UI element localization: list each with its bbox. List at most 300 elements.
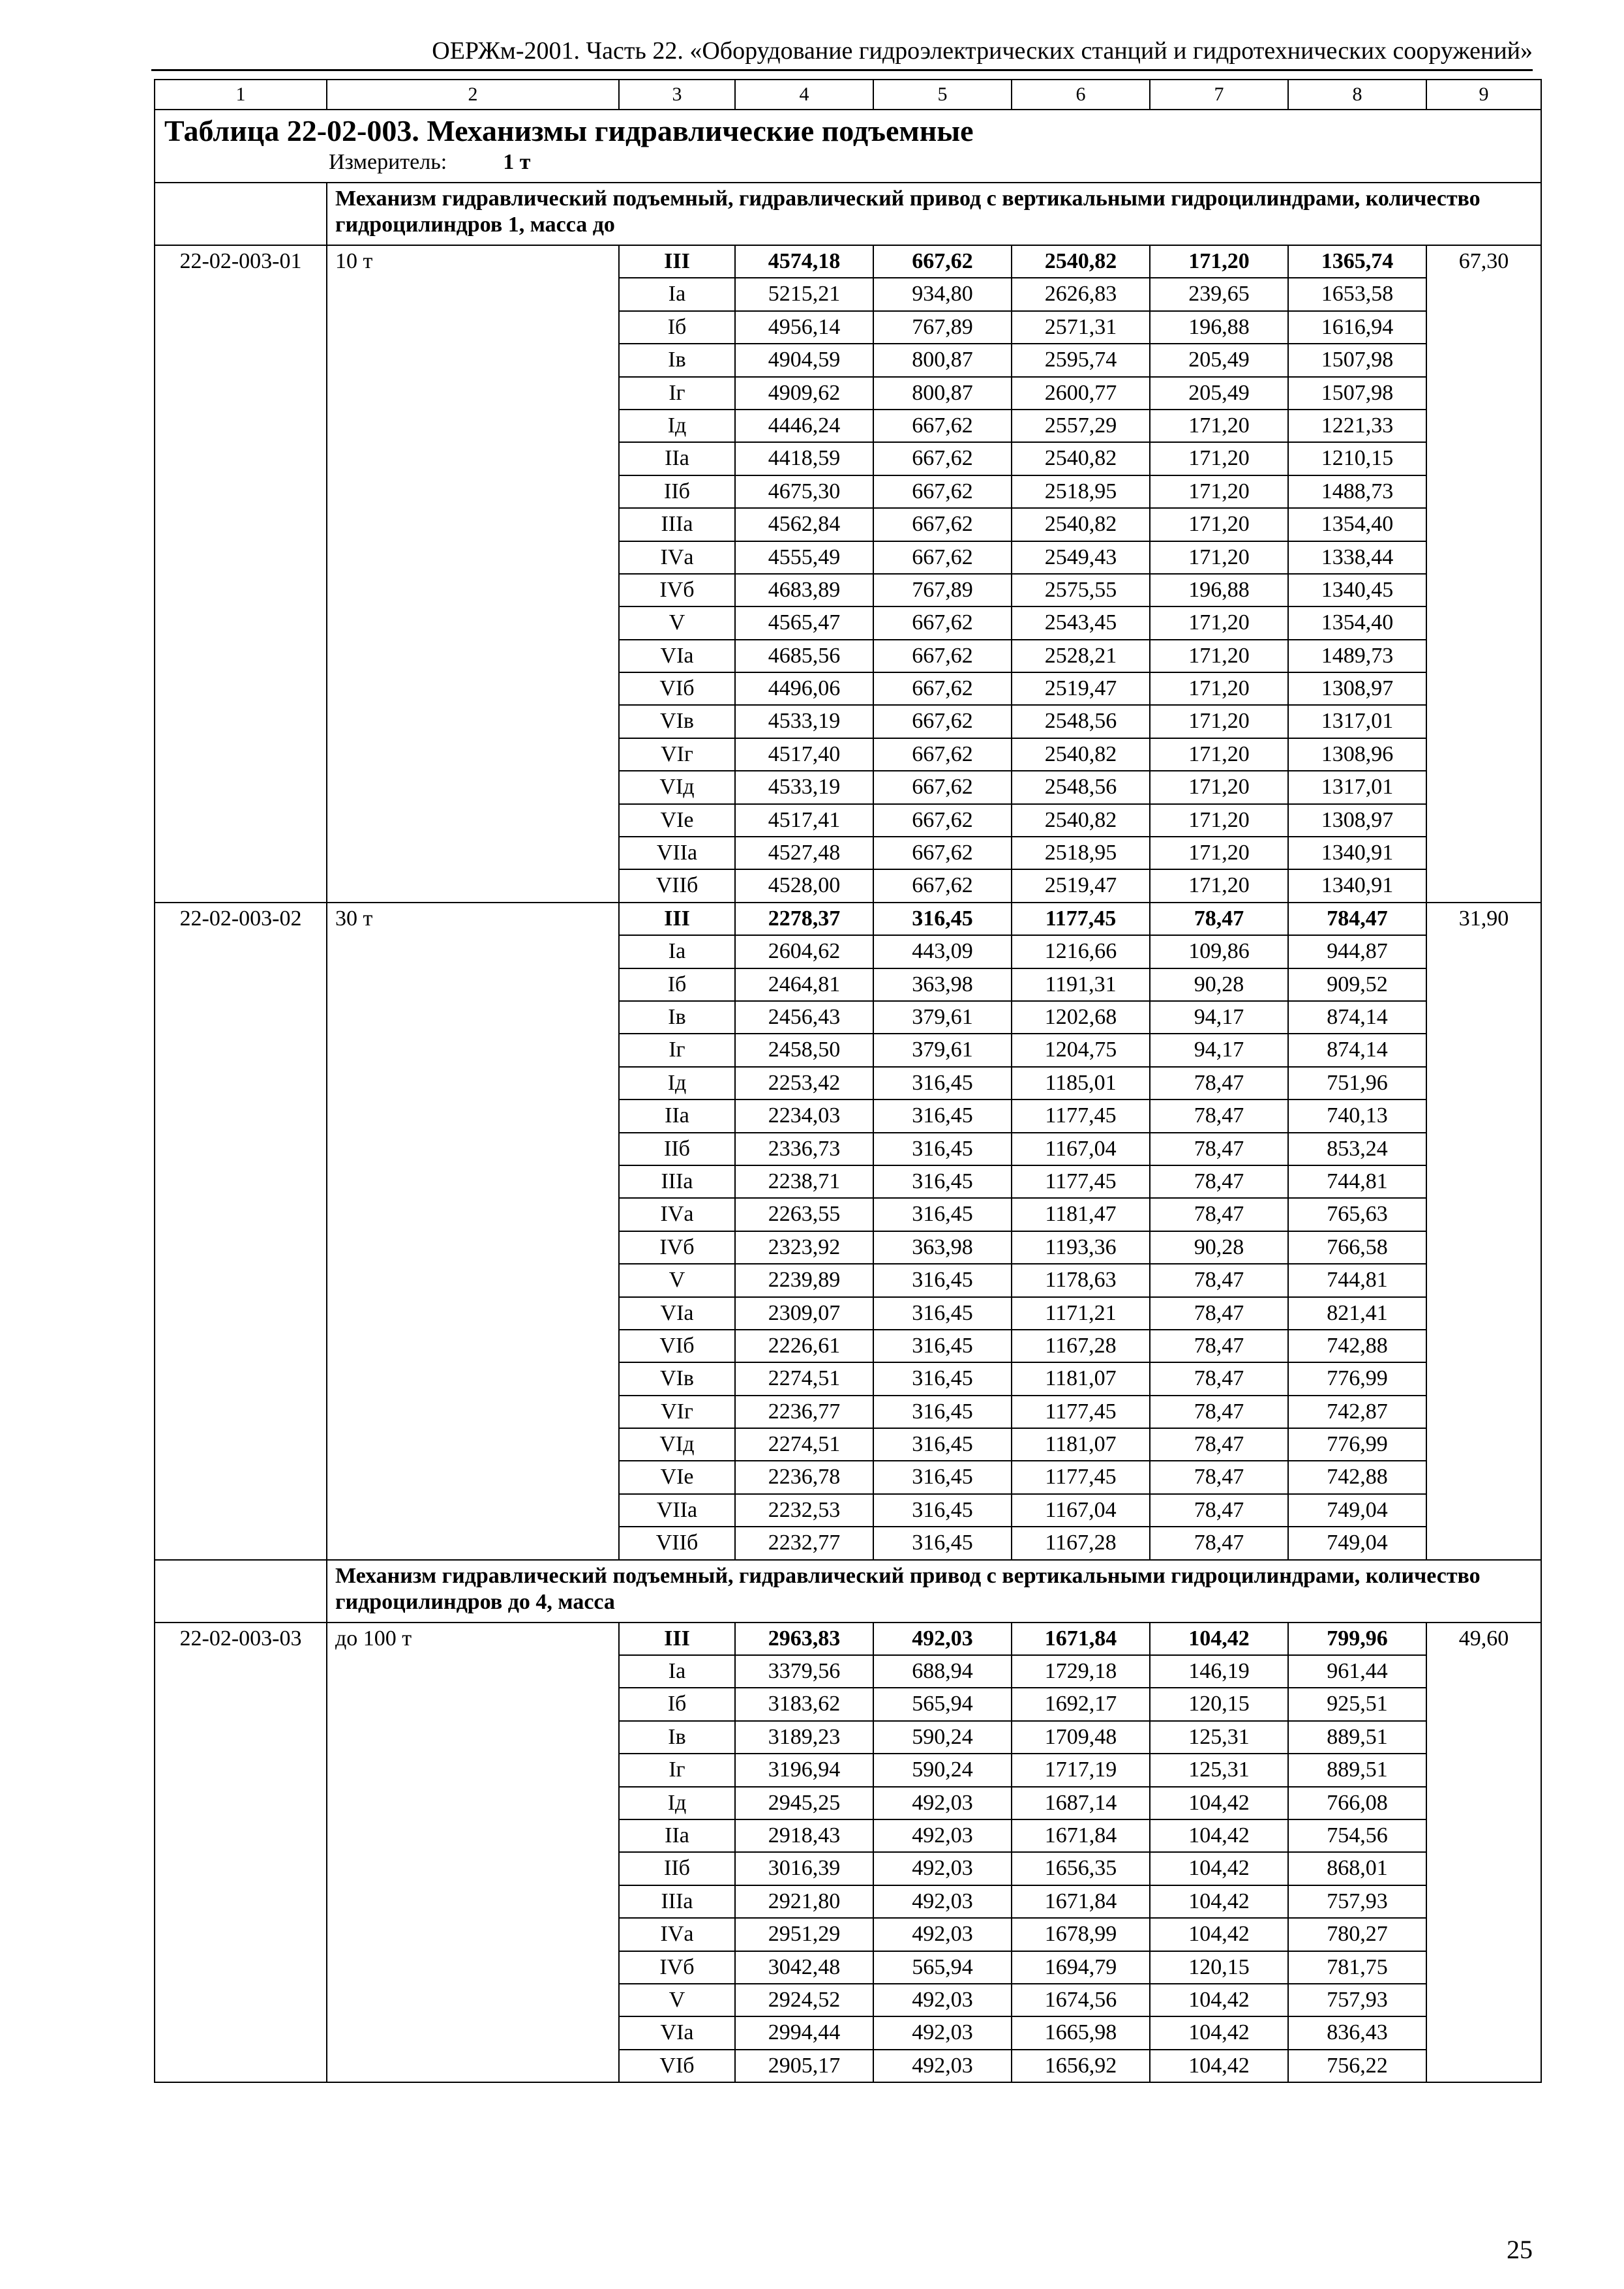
materials-cost: 742,88: [1288, 1461, 1426, 1493]
machine-operation: 1181,47: [1012, 1198, 1150, 1231]
materials-cost: 1365,74: [1288, 245, 1426, 278]
labor-wages: 492,03: [873, 1984, 1012, 2016]
machinist-wages: 171,20: [1150, 640, 1288, 672]
machinist-wages: 90,28: [1150, 968, 1288, 1001]
price-zone: Iб: [619, 311, 735, 344]
price-zone: IVб: [619, 1231, 735, 1264]
machinist-wages: 104,42: [1150, 1852, 1288, 1885]
machinist-wages: 120,15: [1150, 1951, 1288, 1984]
machinist-wages: 171,20: [1150, 837, 1288, 869]
price-zone: III: [619, 903, 735, 935]
price-zone: III: [619, 245, 735, 278]
machine-operation: 2548,56: [1012, 705, 1150, 738]
price-zone: VIа: [619, 640, 735, 672]
machine-operation: 2626,83: [1012, 278, 1150, 310]
price-zone: VIа: [619, 1297, 735, 1330]
machine-operation: 1181,07: [1012, 1362, 1150, 1395]
price-zone: VIг: [619, 1396, 735, 1428]
total-cost: 2456,43: [735, 1001, 873, 1034]
materials-cost: 1340,91: [1288, 837, 1426, 869]
materials-cost: 780,27: [1288, 1918, 1426, 1951]
item-code: 22-02-003-02: [155, 903, 327, 1560]
materials-cost: 1340,91: [1288, 869, 1426, 902]
materials-cost: 1317,01: [1288, 705, 1426, 738]
labor-wages: 667,62: [873, 606, 1012, 639]
labor-wages: 363,98: [873, 968, 1012, 1001]
total-cost: 5215,21: [735, 278, 873, 310]
total-cost: 4517,41: [735, 804, 873, 837]
price-zone: VIе: [619, 804, 735, 837]
labor-wages: 316,45: [873, 1100, 1012, 1132]
materials-cost: 776,99: [1288, 1362, 1426, 1395]
item-name: до 100 т: [327, 1623, 619, 2082]
item-name: 30 т: [327, 903, 619, 1560]
total-cost: 2458,50: [735, 1034, 873, 1066]
price-zone: IIIа: [619, 508, 735, 541]
price-zone: Iг: [619, 1754, 735, 1786]
machinist-wages: 78,47: [1150, 1362, 1288, 1395]
machine-operation: 2540,82: [1012, 442, 1150, 475]
machinist-wages: 205,49: [1150, 377, 1288, 410]
total-cost: 4565,47: [735, 606, 873, 639]
machine-operation: 1185,01: [1012, 1067, 1150, 1100]
machinist-wages: 146,19: [1150, 1655, 1288, 1688]
labor-wages: 316,45: [873, 1330, 1012, 1362]
total-cost: 2236,77: [735, 1396, 873, 1428]
materials-cost: 799,96: [1288, 1623, 1426, 1655]
materials-cost: 754,56: [1288, 1819, 1426, 1852]
total-cost: 4527,48: [735, 837, 873, 869]
machine-operation: 1692,17: [1012, 1688, 1150, 1720]
price-table: [154, 79, 1542, 2083]
total-cost: 4446,24: [735, 410, 873, 442]
machinist-wages: 205,49: [1150, 344, 1288, 376]
price-zone: VIIа: [619, 837, 735, 869]
total-cost: 3379,56: [735, 1655, 873, 1688]
total-cost: 2253,42: [735, 1067, 873, 1100]
total-cost: 2232,53: [735, 1494, 873, 1527]
price-zone: VIIб: [619, 1527, 735, 1559]
price-zone: V: [619, 1984, 735, 2016]
total-cost: 2994,44: [735, 2016, 873, 2049]
price-zone: IVа: [619, 1198, 735, 1231]
group-header-row: [155, 1560, 1541, 1623]
labor-wages: 800,87: [873, 377, 1012, 410]
total-cost: 4533,19: [735, 771, 873, 803]
price-zone: Iг: [619, 1034, 735, 1066]
column-number: 7: [1150, 80, 1288, 110]
materials-cost: 749,04: [1288, 1527, 1426, 1559]
machine-operation: 1671,84: [1012, 1819, 1150, 1852]
labor-wages: 379,61: [873, 1001, 1012, 1034]
labor-wages: 590,24: [873, 1754, 1012, 1786]
total-cost: 2905,17: [735, 2050, 873, 2082]
table-row: [155, 903, 1541, 935]
total-cost: 2604,62: [735, 935, 873, 968]
machinist-wages: 78,47: [1150, 1100, 1288, 1132]
total-cost: 3016,39: [735, 1852, 873, 1885]
machinist-wages: 78,47: [1150, 1297, 1288, 1330]
total-cost: 2236,78: [735, 1461, 873, 1493]
materials-cost: 925,51: [1288, 1688, 1426, 1720]
price-zone: IIб: [619, 1852, 735, 1885]
total-cost: 2238,71: [735, 1165, 873, 1198]
total-cost: 3042,48: [735, 1951, 873, 1984]
table-body: [155, 80, 1541, 2082]
machine-operation: 1177,45: [1012, 903, 1150, 935]
machine-operation: 1665,98: [1012, 2016, 1150, 2049]
group-title: Механизм гидравлический подъемный, гидравлический привод с вертикальными гидроцилиндрами, количество гидроцилиндров до 4, масса: [335, 1563, 1481, 1614]
materials-cost: 766,08: [1288, 1787, 1426, 1819]
machinist-wages: 125,31: [1150, 1754, 1288, 1786]
machinist-wages: 171,20: [1150, 672, 1288, 705]
labor-wages: 443,09: [873, 935, 1012, 968]
machinist-wages: 239,65: [1150, 278, 1288, 310]
machinist-wages: 104,42: [1150, 2050, 1288, 2082]
column-number: 4: [735, 80, 873, 110]
machinist-wages: 171,20: [1150, 475, 1288, 508]
labor-wages: 667,62: [873, 508, 1012, 541]
machine-operation: 1202,68: [1012, 1001, 1150, 1034]
machine-operation: 2519,47: [1012, 672, 1150, 705]
materials-cost: 836,43: [1288, 2016, 1426, 2049]
table-row: [155, 245, 1541, 278]
total-cost: 2918,43: [735, 1819, 873, 1852]
machine-operation: 1729,18: [1012, 1655, 1150, 1688]
price-zone: Iв: [619, 344, 735, 376]
price-zone: IIб: [619, 1133, 735, 1165]
price-zone: Iд: [619, 1067, 735, 1100]
materials-cost: 1308,97: [1288, 672, 1426, 705]
machine-operation: 2540,82: [1012, 245, 1150, 278]
machine-operation: 1656,35: [1012, 1852, 1150, 1885]
machine-operation: 2571,31: [1012, 311, 1150, 344]
total-cost: 4517,40: [735, 738, 873, 771]
labor-wages: 316,45: [873, 903, 1012, 935]
table-title-row: [155, 110, 1541, 183]
labor-wages: 565,94: [873, 1688, 1012, 1720]
price-zone: IVа: [619, 541, 735, 574]
column-number: 6: [1012, 80, 1150, 110]
total-cost: 3196,94: [735, 1754, 873, 1786]
machinist-wages: 171,20: [1150, 606, 1288, 639]
table-title-cell: [155, 110, 1541, 183]
price-zone: Iб: [619, 968, 735, 1001]
column-number: 5: [873, 80, 1012, 110]
labor-wages: 492,03: [873, 1819, 1012, 1852]
group-header-cell: [327, 183, 1541, 245]
labor-wages: 800,87: [873, 344, 1012, 376]
labor-wages: 316,45: [873, 1527, 1012, 1559]
labor-wages: 667,62: [873, 771, 1012, 803]
materials-cost: 1354,40: [1288, 606, 1426, 639]
labor-wages: 492,03: [873, 1885, 1012, 1918]
total-cost: 2336,73: [735, 1133, 873, 1165]
materials-cost: 1354,40: [1288, 508, 1426, 541]
price-zone: IVб: [619, 1951, 735, 1984]
machine-operation: 1674,56: [1012, 1984, 1150, 2016]
materials-cost: 742,87: [1288, 1396, 1426, 1428]
machine-operation: 1216,66: [1012, 935, 1150, 968]
labor-wages: 492,03: [873, 1623, 1012, 1655]
machinist-wages: 94,17: [1150, 1001, 1288, 1034]
machine-operation: 1671,84: [1012, 1885, 1150, 1918]
labor-wages: 316,45: [873, 1461, 1012, 1493]
machine-operation: 2548,56: [1012, 771, 1150, 803]
table-row: [155, 1623, 1541, 1655]
materials-cost: 1507,98: [1288, 377, 1426, 410]
machinist-wages: 171,20: [1150, 541, 1288, 574]
labor-wages: 379,61: [873, 1034, 1012, 1066]
machinist-wages: 171,20: [1150, 442, 1288, 475]
total-cost: 4528,00: [735, 869, 873, 902]
machinist-wages: 78,47: [1150, 1461, 1288, 1493]
materials-cost: 944,87: [1288, 935, 1426, 968]
page-number: 25: [1507, 2235, 1533, 2264]
total-cost: 4562,84: [735, 508, 873, 541]
machinist-wages: 171,20: [1150, 869, 1288, 902]
machinist-wages: 109,86: [1150, 935, 1288, 968]
total-cost: 4909,62: [735, 377, 873, 410]
total-cost: 2232,77: [735, 1527, 873, 1559]
labor-wages: 316,45: [873, 1396, 1012, 1428]
labor-wages: 316,45: [873, 1362, 1012, 1395]
item-name: 10 т: [327, 245, 619, 903]
machine-operation: 2540,82: [1012, 508, 1150, 541]
price-zone: VIа: [619, 2016, 735, 2049]
labor-wages: 767,89: [873, 311, 1012, 344]
group-title: Механизм гидравлический подъемный, гидравлический привод с вертикальными гидроцилиндрами, количество гидроцилиндров 1, масса до: [335, 187, 1481, 237]
machinist-wages: 171,20: [1150, 410, 1288, 442]
machinist-wages: 78,47: [1150, 1396, 1288, 1428]
column-number: 1: [155, 80, 327, 110]
total-cost: 4956,14: [735, 311, 873, 344]
machinist-wages: 104,42: [1150, 2016, 1288, 2049]
materials-cost: 868,01: [1288, 1852, 1426, 1885]
measure-label: Измеритель:: [329, 150, 447, 174]
machine-operation: 1191,31: [1012, 968, 1150, 1001]
labor-wages: 492,03: [873, 1787, 1012, 1819]
machine-operation: 1167,04: [1012, 1494, 1150, 1527]
materials-cost: 756,22: [1288, 2050, 1426, 2082]
total-cost: 2226,61: [735, 1330, 873, 1362]
total-cost: 2234,03: [735, 1100, 873, 1132]
labor-wages: 363,98: [873, 1231, 1012, 1264]
labor-wages: 492,03: [873, 2016, 1012, 2049]
machine-operation: 1178,63: [1012, 1264, 1150, 1296]
total-cost: 2924,52: [735, 1984, 873, 2016]
total-cost: 2309,07: [735, 1297, 873, 1330]
total-cost: 2278,37: [735, 903, 873, 935]
materials-cost: 1308,97: [1288, 804, 1426, 837]
machine-operation: 1678,99: [1012, 1918, 1150, 1951]
materials-cost: 853,24: [1288, 1133, 1426, 1165]
total-cost: 4685,56: [735, 640, 873, 672]
machine-operation: 1671,84: [1012, 1623, 1150, 1655]
labor-wages: 316,45: [873, 1067, 1012, 1100]
labor-wages: 688,94: [873, 1655, 1012, 1688]
price-zone: IIIа: [619, 1165, 735, 1198]
machinist-wages: 171,20: [1150, 738, 1288, 771]
price-zone: IVб: [619, 574, 735, 606]
machinist-wages: 78,47: [1150, 1264, 1288, 1296]
price-zone: Iв: [619, 1001, 735, 1034]
machine-operation: 1687,14: [1012, 1787, 1150, 1819]
machinist-wages: 171,20: [1150, 771, 1288, 803]
machinist-wages: 78,47: [1150, 903, 1288, 935]
total-cost: 4675,30: [735, 475, 873, 508]
materials-cost: 1221,33: [1288, 410, 1426, 442]
price-zone: III: [619, 1623, 735, 1655]
machine-operation: 2549,43: [1012, 541, 1150, 574]
machine-operation: 2518,95: [1012, 837, 1150, 869]
price-zone: Iв: [619, 1721, 735, 1754]
machinist-wages: 78,47: [1150, 1494, 1288, 1527]
total-cost: 2239,89: [735, 1264, 873, 1296]
machinist-wages: 94,17: [1150, 1034, 1288, 1066]
measure-line: [164, 149, 1531, 175]
price-zone: VIд: [619, 771, 735, 803]
materials-cost: 751,96: [1288, 1067, 1426, 1100]
total-cost: 2323,92: [735, 1231, 873, 1264]
total-cost: 3189,23: [735, 1721, 873, 1754]
machine-operation: 1177,45: [1012, 1100, 1150, 1132]
measure-value: 1 т: [503, 150, 531, 174]
labor-wages: 492,03: [873, 2050, 1012, 2082]
materials-cost: 776,99: [1288, 1428, 1426, 1461]
total-cost: 4533,19: [735, 705, 873, 738]
column-number: 9: [1426, 80, 1541, 110]
price-zone: Iа: [619, 278, 735, 310]
materials-cost: 757,93: [1288, 1885, 1426, 1918]
column-number: 3: [619, 80, 735, 110]
labor-wages: 316,45: [873, 1428, 1012, 1461]
machinist-wages: 104,42: [1150, 1819, 1288, 1852]
labor-wages: 667,62: [873, 245, 1012, 278]
machinist-wages: 196,88: [1150, 311, 1288, 344]
machine-operation: 1177,45: [1012, 1165, 1150, 1198]
labor-wages: 316,45: [873, 1165, 1012, 1198]
machinist-wages: 104,42: [1150, 1885, 1288, 1918]
total-cost: 4683,89: [735, 574, 873, 606]
labor-wages: 316,45: [873, 1297, 1012, 1330]
price-zone: IIб: [619, 475, 735, 508]
group-header-spacer: [155, 183, 327, 245]
group-header-cell: [327, 1560, 1541, 1623]
machine-operation: 2519,47: [1012, 869, 1150, 902]
price-zone: Iб: [619, 1688, 735, 1720]
total-cost: 4904,59: [735, 344, 873, 376]
labor-wages: 316,45: [873, 1264, 1012, 1296]
materials-cost: 1308,96: [1288, 738, 1426, 771]
materials-cost: 1317,01: [1288, 771, 1426, 803]
price-zone: V: [619, 606, 735, 639]
labor-hours: 49,60: [1426, 1623, 1541, 2082]
price-zone: VIв: [619, 705, 735, 738]
labor-wages: 565,94: [873, 1951, 1012, 1984]
price-zone: IIа: [619, 1819, 735, 1852]
total-cost: 2274,51: [735, 1362, 873, 1395]
machine-operation: 1167,04: [1012, 1133, 1150, 1165]
machine-operation: 2540,82: [1012, 738, 1150, 771]
machinist-wages: 78,47: [1150, 1198, 1288, 1231]
total-cost: 2464,81: [735, 968, 873, 1001]
machine-operation: 1177,45: [1012, 1396, 1150, 1428]
machine-operation: 1204,75: [1012, 1034, 1150, 1066]
labor-hours: 67,30: [1426, 245, 1541, 903]
labor-wages: 667,62: [873, 640, 1012, 672]
total-cost: 2951,29: [735, 1918, 873, 1951]
price-zone: IIIа: [619, 1885, 735, 1918]
machinist-wages: 171,20: [1150, 804, 1288, 837]
machine-operation: 1177,45: [1012, 1461, 1150, 1493]
group-header-row: [155, 183, 1541, 245]
machinist-wages: 125,31: [1150, 1721, 1288, 1754]
materials-cost: 1489,73: [1288, 640, 1426, 672]
price-zone: VIе: [619, 1461, 735, 1493]
total-cost: 2274,51: [735, 1428, 873, 1461]
total-cost: 2963,83: [735, 1623, 873, 1655]
labor-wages: 667,62: [873, 705, 1012, 738]
machine-operation: 1167,28: [1012, 1527, 1150, 1559]
column-number-row: [155, 80, 1541, 110]
labor-wages: 316,45: [873, 1133, 1012, 1165]
machine-operation: 1181,07: [1012, 1428, 1150, 1461]
machine-operation: 2595,74: [1012, 344, 1150, 376]
price-zone: VIб: [619, 1330, 735, 1362]
labor-wages: 667,62: [873, 869, 1012, 902]
machine-operation: 1694,79: [1012, 1951, 1150, 1984]
machine-operation: 2540,82: [1012, 804, 1150, 837]
materials-cost: 1340,45: [1288, 574, 1426, 606]
labor-wages: 492,03: [873, 1918, 1012, 1951]
materials-cost: 784,47: [1288, 903, 1426, 935]
materials-cost: 765,63: [1288, 1198, 1426, 1231]
running-header: ОЕРЖм-2001. Часть 22. «Оборудование гидроэлектрических станций и гидротехнических сооружений»: [432, 37, 1533, 65]
labor-wages: 492,03: [873, 1852, 1012, 1885]
materials-cost: 909,52: [1288, 968, 1426, 1001]
labor-wages: 667,62: [873, 738, 1012, 771]
price-zone: VIг: [619, 738, 735, 771]
machinist-wages: 78,47: [1150, 1067, 1288, 1100]
machinist-wages: 78,47: [1150, 1330, 1288, 1362]
materials-cost: 781,75: [1288, 1951, 1426, 1984]
machinist-wages: 78,47: [1150, 1133, 1288, 1165]
price-zone: VIIа: [619, 1494, 735, 1527]
price-zone: Iд: [619, 410, 735, 442]
header-rule: [151, 69, 1533, 71]
machine-operation: 1709,48: [1012, 1721, 1150, 1754]
price-zone: VIб: [619, 2050, 735, 2082]
machine-operation: 1171,21: [1012, 1297, 1150, 1330]
labor-wages: 316,45: [873, 1198, 1012, 1231]
machine-operation: 1193,36: [1012, 1231, 1150, 1264]
materials-cost: 742,88: [1288, 1330, 1426, 1362]
price-zone: VIIб: [619, 869, 735, 902]
materials-cost: 1488,73: [1288, 475, 1426, 508]
table-title: Таблица 22-02-003. Механизмы гидравлические подъемные: [164, 114, 974, 147]
materials-cost: 744,81: [1288, 1165, 1426, 1198]
labor-hours: 31,90: [1426, 903, 1541, 1560]
materials-cost: 874,14: [1288, 1034, 1426, 1066]
materials-cost: 1338,44: [1288, 541, 1426, 574]
total-cost: 2945,25: [735, 1787, 873, 1819]
labor-wages: 667,62: [873, 672, 1012, 705]
labor-wages: 934,80: [873, 278, 1012, 310]
total-cost: 4574,18: [735, 245, 873, 278]
machine-operation: 1167,28: [1012, 1330, 1150, 1362]
machinist-wages: 104,42: [1150, 1787, 1288, 1819]
